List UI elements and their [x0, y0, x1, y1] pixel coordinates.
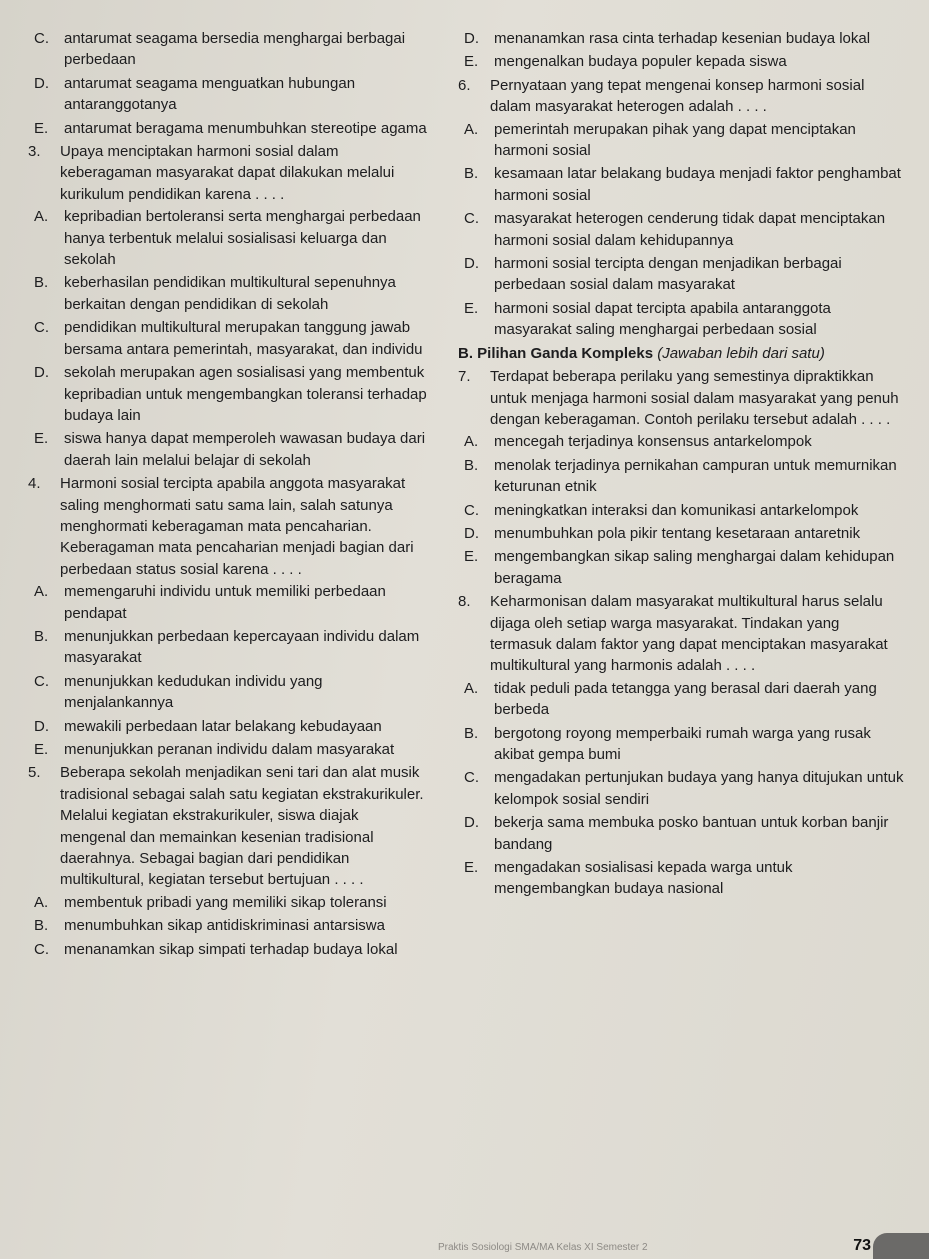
question-stem	[28, 762, 428, 890]
option-text: harmoni sosial dapat tercipta apabila antaranggota masyarakat saling menghargai perbedaan sosial	[494, 299, 831, 339]
option-letter: A.	[34, 583, 49, 601]
option-text: mengadakan sosialisasi kepada warga untuk mengembangkan budaya nasional	[494, 859, 793, 898]
page-footer	[420, 1233, 929, 1259]
section-heading	[458, 343, 905, 364]
option-letter: C.	[464, 769, 479, 787]
option-text: kesamaan latar belakang budaya menjadi faktor penghambat harmoni sosial	[494, 165, 901, 204]
answer-option	[458, 723, 905, 766]
answer-option	[458, 51, 905, 72]
option-text: mengembangkan sikap saling menghargai dalam kehidupan beragama	[494, 548, 895, 587]
answer-option	[458, 812, 905, 855]
option-text: siswa hanya dapat memperoleh wawasan budaya dari daerah lain melalui belajar di sekolah	[64, 430, 426, 469]
option-letter: C.	[464, 501, 479, 519]
left-column	[28, 28, 428, 962]
answer-option	[458, 28, 905, 49]
option-text: menumbuhkan sikap antidiskriminasi antarsiswa	[64, 917, 385, 935]
answer-option	[458, 298, 905, 341]
answer-option	[28, 206, 428, 270]
option-letter: D.	[464, 524, 479, 542]
answer-option	[28, 73, 428, 116]
option-text: menunjukkan kedudukan individu yang menjalankannya	[64, 672, 323, 712]
option-letter: B.	[464, 165, 479, 183]
footer-book-title: Praktis Sosiologi SMA/MA Kelas XI Semester 2	[438, 1242, 648, 1253]
question-stem	[458, 366, 905, 430]
answer-option	[458, 523, 905, 544]
option-text: mewakili perbedaan latar belakang kebudayaan	[64, 717, 382, 735]
page-number: 73	[853, 1237, 871, 1254]
option-letter: B.	[464, 724, 479, 742]
option-text: mencegah terjadinya konsensus antarkelompok	[494, 433, 812, 451]
question-stem	[28, 141, 428, 205]
option-text: kepribadian bertoleransi serta menghargai perbedaan hanya terbentuk melalui sosialisasi keluarga dan sekolah	[64, 208, 421, 269]
option-letter: A.	[464, 679, 479, 697]
answer-option	[28, 939, 428, 960]
answer-option	[458, 455, 905, 498]
option-letter: A.	[34, 208, 49, 226]
answer-option	[28, 915, 428, 936]
answer-option	[28, 581, 428, 624]
option-text: membentuk pribadi yang memiliki sikap toleransi	[64, 893, 387, 911]
option-text: keberhasilan pendidikan multikultural sepenuhnya berkaitan dengan pendidikan di sekolah	[64, 274, 396, 313]
option-text: memengaruhi individu untuk memiliki perbedaan pendapat	[64, 583, 386, 622]
option-letter: C.	[34, 319, 49, 337]
question-text: Pernyataan yang tepat mengenai konsep harmoni sosial dalam masyarakat heterogen adalah . . . .	[490, 76, 865, 116]
question-text: Keharmonisan dalam masyarakat multikultural harus selalu dijaga oleh setiap warga masyarakat. Tindakan yang termasuk dalam faktor yang dapat menciptakan masyarakat multikultural yang harmonis adalah . . . .	[490, 593, 888, 675]
answer-option	[28, 317, 428, 360]
option-text: tidak peduli pada tetangga yang berasal dari daerah yang berbeda	[494, 679, 877, 719]
answer-option	[28, 739, 428, 760]
answer-option	[28, 428, 428, 471]
option-letter: D.	[464, 30, 479, 47]
answer-option	[458, 208, 905, 251]
option-text: menanamkan sikap simpati terhadap budaya lokal	[64, 940, 398, 958]
option-letter: E.	[464, 859, 479, 877]
answer-option	[458, 431, 905, 452]
section-title: B. Pilihan Ganda Kompleks	[458, 344, 654, 362]
question-text: Harmoni sosial tercipta apabila anggota masyarakat saling menghormati satu sama lain, salah satunya menghormati keberagaman mata pencaharian. Keberagaman mata pencaharian menjadi bagian dari perbedaan status sosial karena . . . .	[60, 475, 414, 578]
option-text: mengadakan pertunjukan budaya yang hanya ditujukan untuk kelompok sosial sendiri	[494, 769, 904, 808]
answer-option	[458, 546, 905, 589]
option-text: menanamkan rasa cinta terhadap kesenian budaya lokal	[494, 30, 871, 47]
option-text: pemerintah merupakan pihak yang dapat menciptakan harmoni sosial	[494, 120, 856, 160]
option-text: meningkatkan interaksi dan komunikasi antarkelompok	[494, 501, 859, 519]
option-text: harmoni sosial tercipta dengan menjadikan berbagai perbedaan sosial dalam masyarakat	[494, 255, 842, 294]
question-number: 3.	[28, 143, 41, 161]
page-corner-mark	[873, 1233, 929, 1259]
section-note: (Jawaban lebih dari satu)	[657, 344, 825, 362]
option-text: menumbuhkan pola pikir tentang kesetaraan antaretnik	[494, 524, 861, 542]
option-letter: D.	[34, 717, 49, 735]
option-text: masyarakat heterogen cenderung tidak dapat menciptakan harmoni sosial dalam kehidupannya	[494, 210, 886, 249]
answer-option	[458, 119, 905, 162]
option-letter: E.	[34, 119, 49, 137]
question-text: Upaya menciptakan harmoni sosial dalam keberagaman masyarakat dapat dilakukan melalui kurikulum pendidikan karena . . . .	[60, 143, 395, 203]
question-stem	[28, 473, 428, 580]
option-text: antarumat seagama menguatkan hubungan antaranggotanya	[64, 74, 356, 114]
option-letter: D.	[464, 255, 479, 273]
option-text: bekerja sama membuka posko bantuan untuk korban banjir bandang	[494, 814, 889, 853]
option-text: sekolah merupakan agen sosialisasi yang membentuk kepribadian untuk mengembangkan toleransi terhadap budaya lain	[64, 364, 427, 424]
answer-option	[458, 678, 905, 721]
answer-option	[458, 500, 905, 521]
option-letter: B.	[34, 627, 49, 645]
option-text: bergotong royong memperbaiki rumah warga yang rusak akibat gempa bumi	[494, 724, 871, 763]
question-number: 8.	[458, 593, 471, 611]
option-letter: E.	[464, 53, 479, 71]
question-number: 5.	[28, 764, 41, 782]
question-number: 7.	[458, 368, 471, 386]
answer-option	[28, 671, 428, 714]
answer-option	[28, 892, 428, 913]
option-text: pendidikan multikultural merupakan tanggung jawab bersama antara pemerintah, masyarakat, dan individu	[64, 319, 423, 358]
option-letter: A.	[464, 120, 479, 138]
question-number: 4.	[28, 475, 41, 493]
option-text: menunjukkan perbedaan kepercayaan individu dalam masyarakat	[64, 627, 420, 667]
option-text: antarumat seagama bersedia menghargai berbagai perbedaan	[64, 30, 406, 69]
answer-option	[458, 163, 905, 206]
answer-option	[28, 362, 428, 426]
option-text: menunjukkan peranan individu dalam masyarakat	[64, 741, 395, 758]
question-text: Terdapat beberapa perilaku yang semestinya dipraktikkan untuk menjaga harmoni sosial dalam masyarakat yang penuh dengan keberagaman. Contoh perilaku tersebut adalah . . . .	[490, 368, 899, 428]
option-letter: D.	[34, 364, 49, 382]
option-letter: E.	[464, 548, 479, 566]
option-letter: D.	[34, 74, 49, 92]
option-letter: B.	[34, 274, 49, 292]
question-stem	[458, 75, 905, 118]
right-column	[458, 28, 905, 902]
option-letter: E.	[34, 741, 49, 758]
option-letter: E.	[464, 299, 479, 317]
option-letter: D.	[464, 814, 479, 832]
option-letter: C.	[34, 672, 49, 690]
option-letter: E.	[34, 430, 49, 448]
option-letter: A.	[34, 893, 49, 911]
question-stem	[458, 591, 905, 677]
answer-option	[28, 272, 428, 315]
option-letter: C.	[34, 30, 49, 47]
option-letter: B.	[464, 456, 479, 474]
answer-option	[458, 253, 905, 296]
option-text: antarumat beragama menumbuhkan stereotipe agama	[64, 119, 427, 137]
option-letter: B.	[34, 917, 49, 935]
option-letter: A.	[464, 433, 479, 451]
answer-option	[28, 118, 428, 139]
question-number: 6.	[458, 76, 471, 94]
answer-option	[28, 716, 428, 737]
option-text: mengenalkan budaya populer kepada siswa	[494, 53, 787, 71]
option-text: menolak terjadinya pernikahan campuran untuk memurnikan keturunan etnik	[494, 456, 897, 496]
question-text: Beberapa sekolah menjadikan seni tari dan alat musik tradisional sebagai salah satu kegiatan ekstrakurikuler. Melalui kegiatan ekstrakurikuler, siswa diajak mengenal dan memainkan kesenian tradisional daerahnya. Sebagai bagian dari pendidikan multikultural, kegiatan tersebut bertujuan . . . .	[60, 764, 424, 889]
answer-option	[28, 626, 428, 669]
answer-option	[28, 28, 428, 71]
option-letter: C.	[34, 940, 49, 958]
answer-option	[458, 857, 905, 900]
answer-option	[458, 767, 905, 810]
option-letter: C.	[464, 210, 479, 228]
